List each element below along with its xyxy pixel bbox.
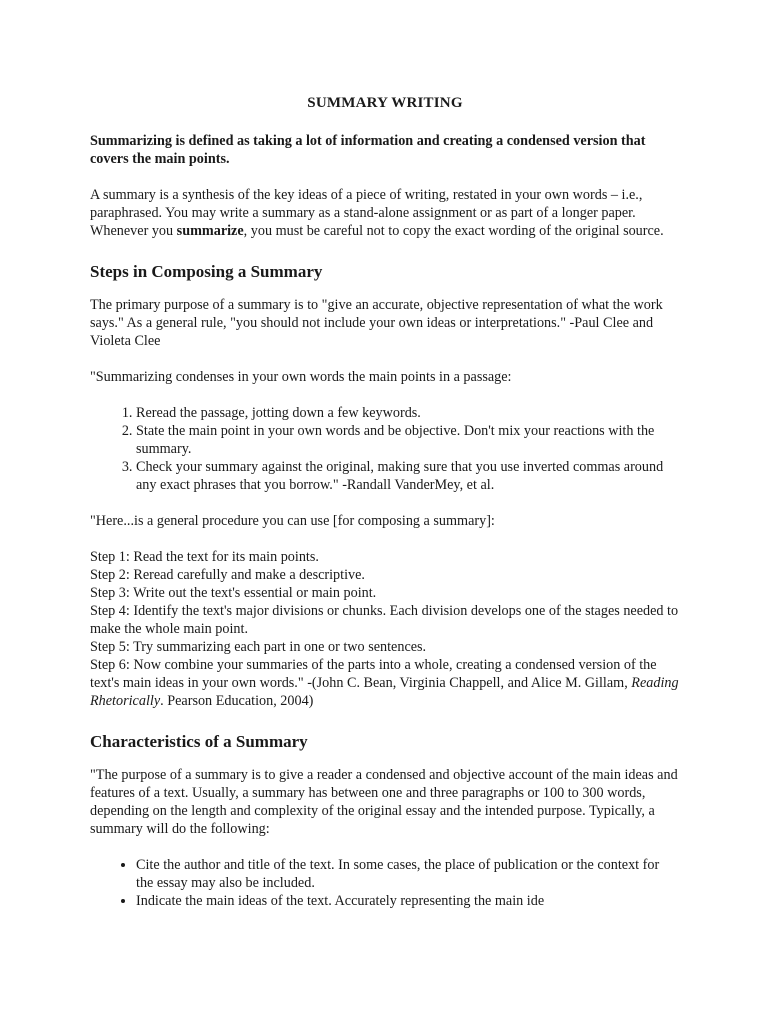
intro-paragraph: Summarizing is defined as taking a lot of information and creating a condensed version that covers the main points. bbox=[90, 133, 646, 167]
condenses-paragraph: "Summarizing condenses in your own words the main points in a passage: bbox=[90, 369, 512, 385]
book-title: Reading Rhetorically bbox=[90, 675, 679, 709]
bullet-list bbox=[90, 856, 680, 910]
step6-text-a: Step 6: Now combine your summaries of the parts into a whole, creating a condensed version of the text's main ideas in your own words." -(John C. Bean, Virginia Chappell, and Alice M. Gillam, bbox=[90, 657, 657, 691]
list-item: • Cite the author and title of the text. In some cases, the place of publication or the context for the essay may also be included. bbox=[136, 856, 680, 892]
list-item: 3. Check your summary against the original, making sure that you use inverted commas around any exact phrases that you borrow." -Randall VanderMey, et al. bbox=[136, 458, 680, 494]
purpose-paragraph: The primary purpose of a summary is to "give an accurate, objective representation of what the work says." As a general rule, "you should not include your own ideas or interpretations." -Paul Clee and Violeta Clee bbox=[90, 297, 663, 349]
list-item: 1. Reread the passage, jotting down a few keywords. bbox=[136, 404, 680, 422]
step6-text-b: . Pearson Education, 2004) bbox=[160, 693, 314, 709]
characteristics-paragraph: "The purpose of a summary is to give a reader a condensed and objective account of the main ideas and features of a text. Usually, a summary has between one and three paragraphs or 100 to 300 words, depending on the length and complexity of the original essay and the intended purpose. Typically, a summary will do the following: bbox=[90, 767, 678, 837]
step-line: Step 3: Write out the text's essential or main point. bbox=[90, 585, 377, 601]
document-title: SUMMARY WRITING bbox=[307, 95, 463, 111]
step-line: Step 2: Reread carefully and make a descriptive. bbox=[90, 567, 365, 583]
section-heading-steps: Steps in Composing a Summary bbox=[90, 262, 323, 281]
list-item: 2. State the main point in your own words and be objective. Don't mix your reactions with the summary. bbox=[136, 422, 680, 458]
para1-text-b: , you must be careful not to copy the exact wording of the original source. bbox=[243, 223, 664, 239]
steps-block bbox=[90, 548, 680, 710]
step-line-6 bbox=[90, 656, 680, 710]
document-page bbox=[90, 94, 680, 928]
step-line: Step 1: Read the text for its main points. bbox=[90, 549, 319, 565]
step-line: Step 5: Try summarizing each part in one or two sentences. bbox=[90, 639, 427, 655]
list-item: • Indicate the main ideas of the text. Accurately representing the main ide bbox=[136, 892, 680, 910]
para1-bold-term: summarize bbox=[176, 223, 244, 239]
summary-definition-paragraph bbox=[90, 186, 680, 240]
para1-text-a: A summary is a synthesis of the key ideas of a piece of writing, restated in your own words – i.e., paraphrased. You may write a summary as a stand-alone assignment or as part of a longer paper. Whenever you bbox=[90, 187, 643, 239]
section-heading-characteristics: Characteristics of a Summary bbox=[90, 732, 308, 751]
numbered-list bbox=[90, 404, 680, 494]
step-line: Step 4: Identify the text's major divisions or chunks. Each division develops one of the stages needed to make the whole main point. bbox=[90, 603, 679, 637]
procedure-paragraph: "Here...is a general procedure you can use [for composing a summary]: bbox=[90, 513, 495, 529]
